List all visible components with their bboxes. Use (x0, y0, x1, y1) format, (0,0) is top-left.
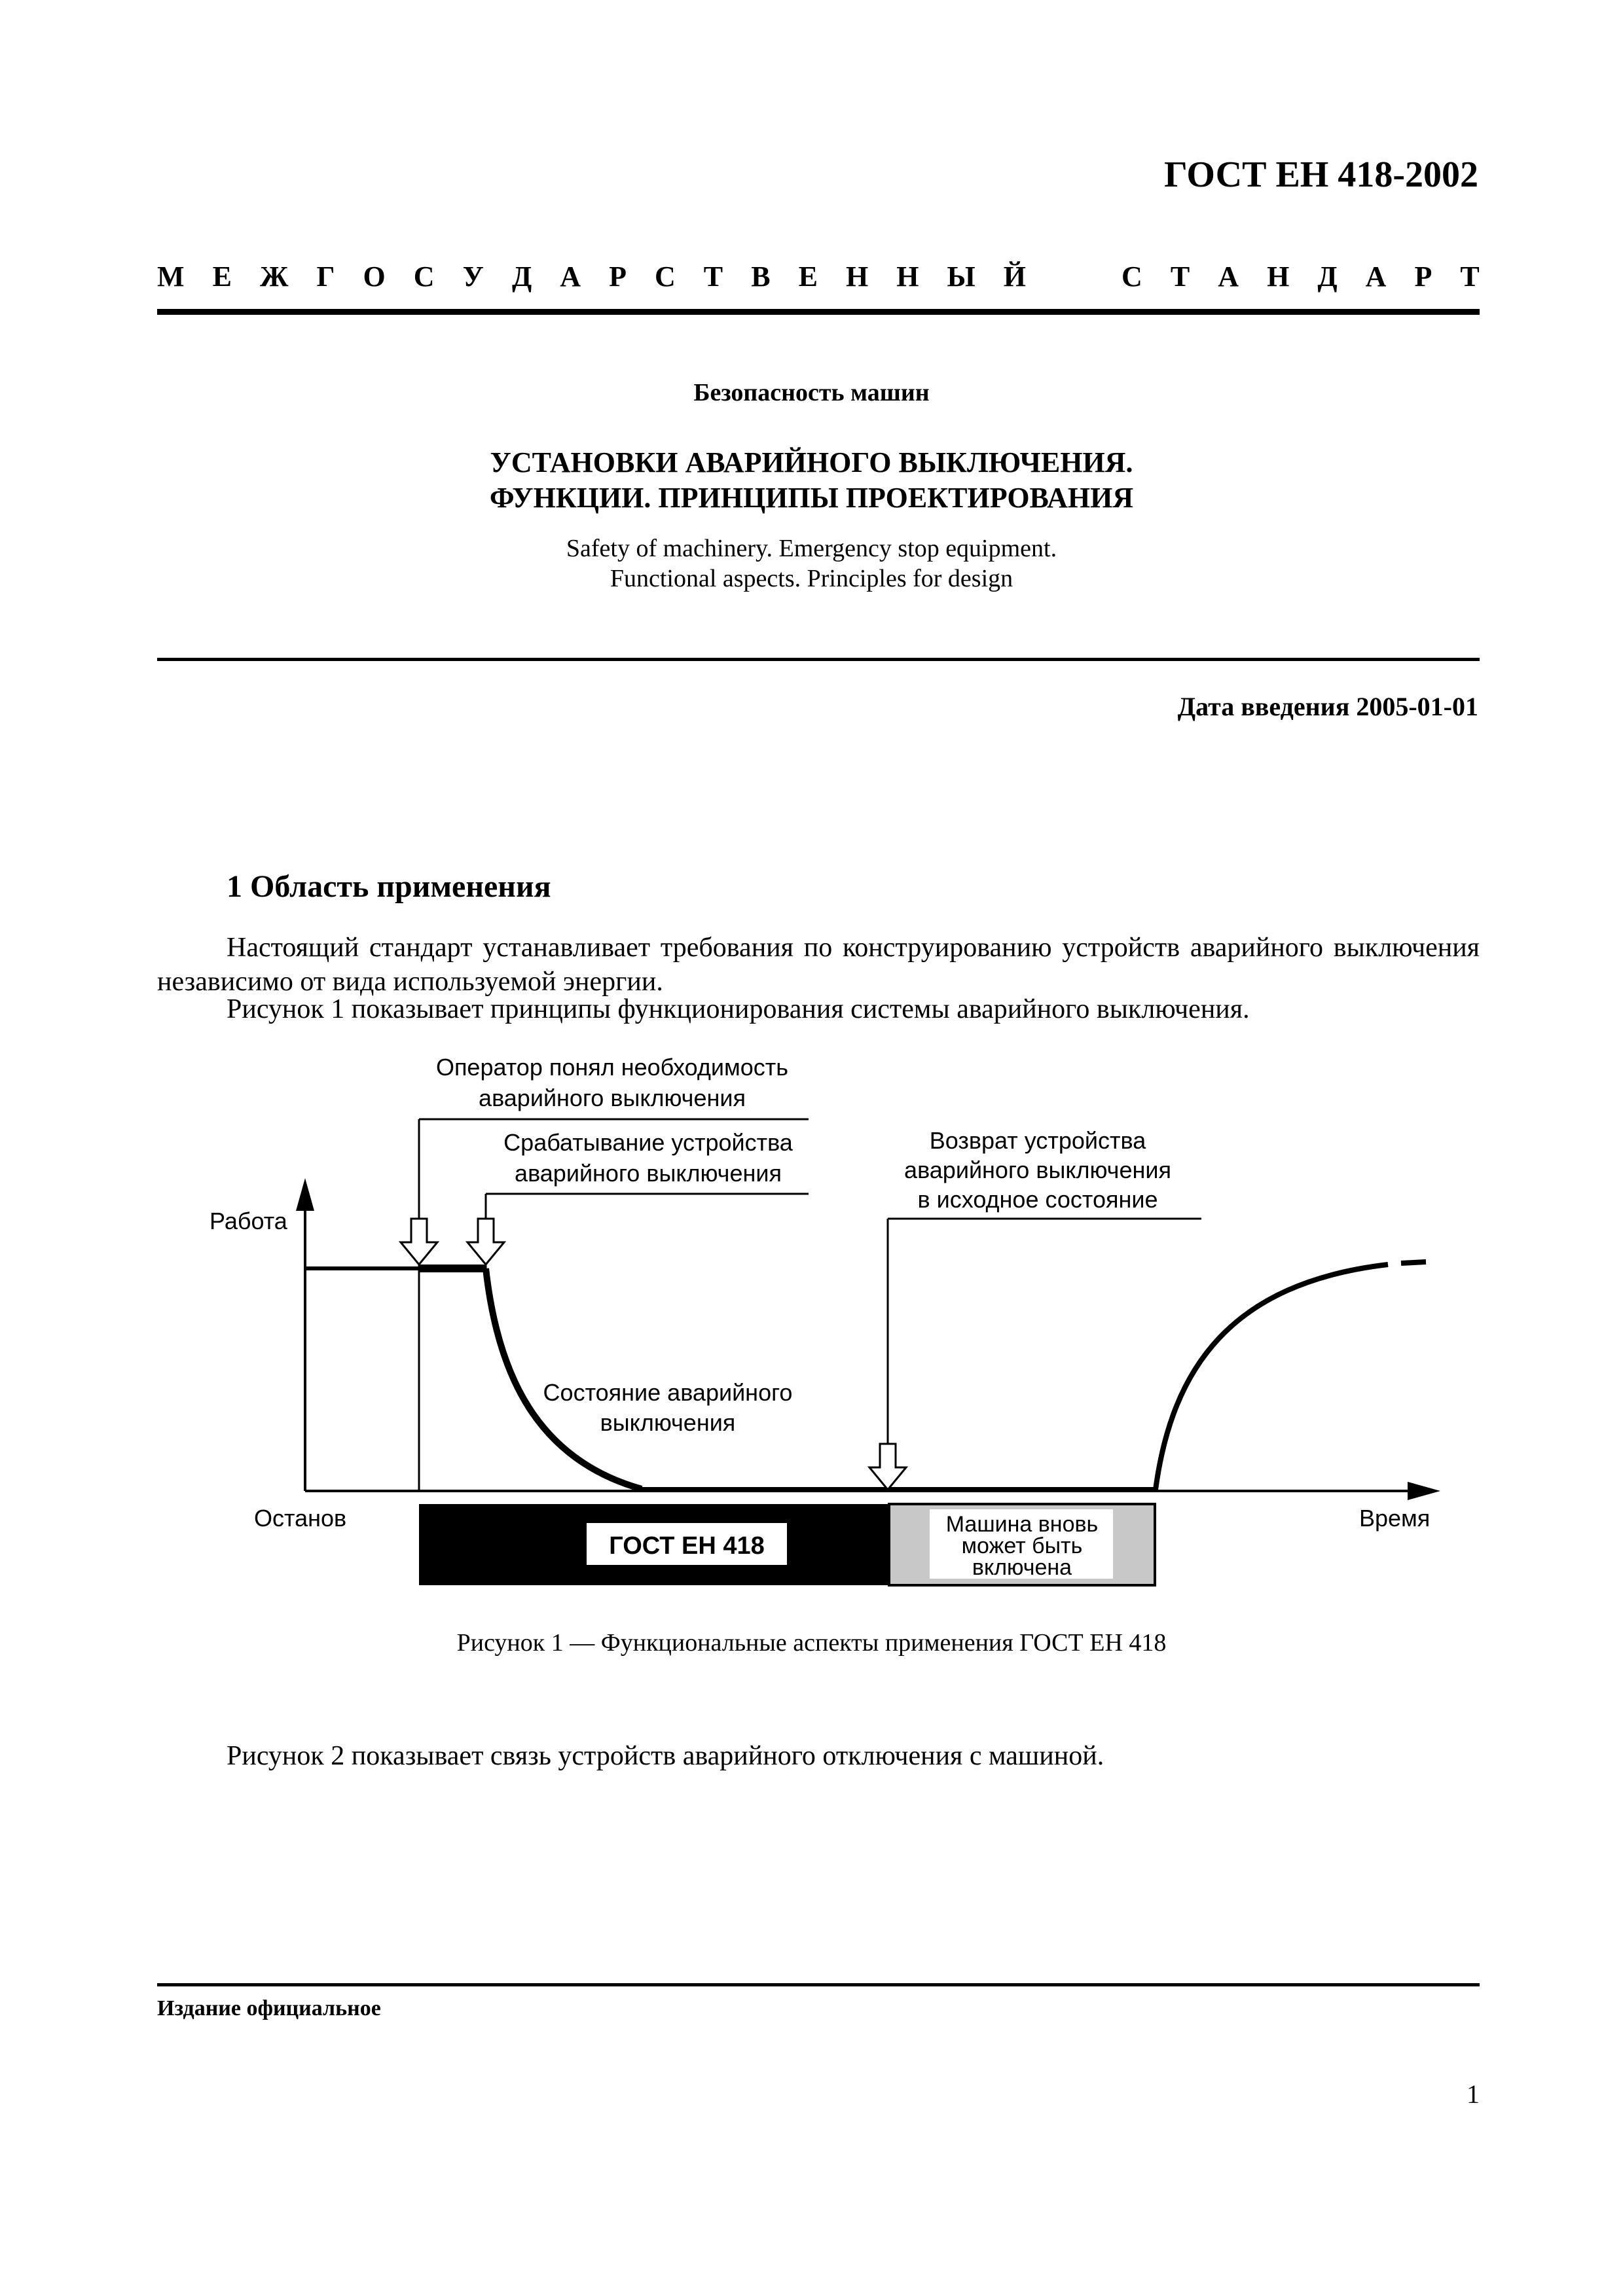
title-en-line: Safety of machinery. Emergency stop equipment. (566, 535, 1057, 562)
letter: Е (212, 260, 232, 293)
letter: У (462, 260, 484, 293)
document-number: ГОСТ ЕН 418-2002 (1164, 154, 1478, 195)
letter: Н (845, 260, 869, 293)
section-heading: 1 Область применения (227, 869, 551, 904)
recovery-curve-dash (1401, 1262, 1426, 1263)
reset-label: Возврат устройства (929, 1127, 1146, 1154)
letter: Ы (947, 260, 976, 293)
letter: Р (1414, 260, 1432, 293)
restart-bar-label: Машина вновь (945, 1512, 1099, 1537)
introduction-date: Дата введения 2005-01-01 (1177, 692, 1478, 721)
reset-label: в исходное состояние (917, 1186, 1158, 1213)
letter: Д (511, 260, 532, 293)
y-axis-arrow (296, 1178, 314, 1211)
title-line: ФУНКЦИИ. ПРИНЦИПЫ ПРОЕКТИРОВАНИЯ (489, 482, 1134, 514)
y-axis-label-work: Работа (210, 1208, 287, 1234)
letter: В (751, 260, 771, 293)
letter: Й (1003, 260, 1026, 293)
restart-bar-label: может быть (961, 1534, 1083, 1558)
operator-label: аварийного выключения (479, 1085, 746, 1111)
paragraph: Рисунок 2 показывает связь устройств аварийного отключения с машиной. (227, 1741, 1104, 1771)
trigger-arrow-icon (467, 1219, 504, 1265)
letter: Т (703, 260, 723, 293)
state-label: выключения (600, 1409, 736, 1436)
letter: Н (1267, 260, 1290, 293)
letter: А (560, 260, 581, 293)
subject-line: Безопасность машин (693, 379, 930, 406)
letter: А (1365, 260, 1387, 293)
edition-note: Издание официальное (157, 1996, 381, 2020)
reset-arrow-icon (869, 1444, 906, 1490)
letter: Е (798, 260, 818, 293)
letter: М (157, 260, 185, 293)
gost-bar-label: ГОСТ ЕН 418 (609, 1532, 765, 1560)
state-label: Состояние аварийного (543, 1379, 793, 1406)
operator-arrow-icon (401, 1219, 437, 1265)
letter: Д (1317, 260, 1338, 293)
page-number: 1 (1467, 2079, 1480, 2109)
trigger-label: аварийного выключения (515, 1160, 782, 1187)
x-axis-label-time: Время (1359, 1505, 1431, 1532)
letter: А (1218, 260, 1239, 293)
title-line: УСТАНОВКИ АВАРИЙНОГО ВЫКЛЮЧЕНИЯ. (490, 446, 1133, 478)
footer-rule (157, 1983, 1480, 1986)
letter: Р (609, 260, 627, 293)
letter: С (413, 260, 435, 293)
letter: Г (316, 260, 335, 293)
letter: Н (896, 260, 919, 293)
title-en-line: Functional aspects. Principles for design (610, 565, 1013, 592)
reset-label: аварийного выключения (904, 1157, 1171, 1183)
letter: Ж (259, 260, 289, 293)
x-axis-arrow (1408, 1482, 1440, 1500)
letter: С (1122, 260, 1142, 293)
operator-label: Оператор понял необходимость (435, 1054, 789, 1081)
letter: О (363, 260, 386, 293)
letter: С (654, 260, 676, 293)
letter: Т (1170, 260, 1190, 293)
figure-caption: Рисунок 1 — Функциональные аспекты применения ГОСТ ЕН 418 (456, 1629, 1167, 1657)
recovery-curve (1156, 1265, 1388, 1490)
trigger-label: Срабатывание устройства (503, 1129, 793, 1156)
paragraph: Настоящий стандарт устанавливает требования по конструированию устройств аварийного выключения независимо от вида используемой энергии. (157, 933, 1480, 997)
paragraph: Рисунок 1 показывает принципы функционирования системы аварийного выключения. (227, 994, 1250, 1024)
letter: Т (1460, 260, 1480, 293)
restart-bar-label: включена (972, 1555, 1072, 1580)
y-axis-label-stop: Останов (254, 1505, 347, 1532)
